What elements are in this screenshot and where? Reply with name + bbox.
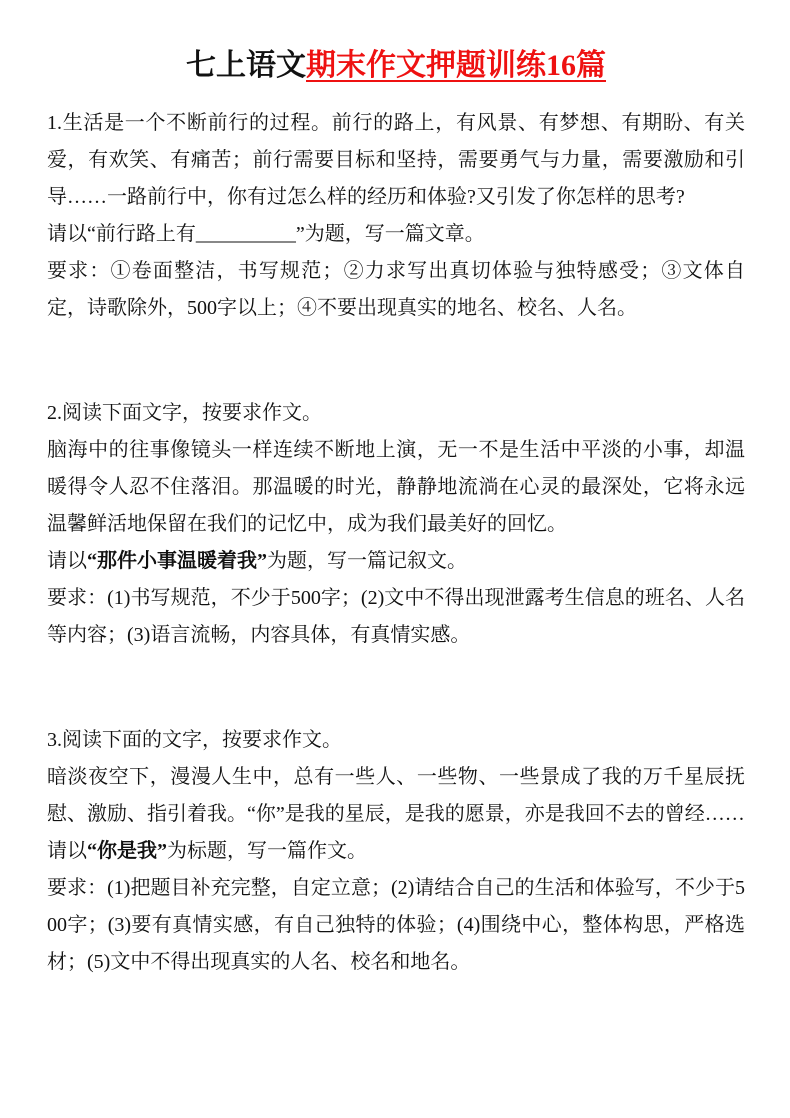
page-title	[47, 46, 745, 85]
title-prefix: 七上语文	[186, 49, 306, 82]
text-segment: 请以	[47, 840, 87, 862]
paragraph	[47, 395, 745, 432]
text-segment: 请以“前行路上有__________”为题，写一篇文章。	[47, 223, 485, 245]
text-segment: 要求：(1)把题目补充完整，自定立意；(2)请结合自己的生活和体验写，不少于500字；(3)要有真情实感，有自己独特的体验；(4)围绕中心，整体构思，严格选材；(5)文中不得出现真实的人名、校名和地名。	[47, 877, 745, 973]
text-segment: 3.阅读下面的文字，按要求作文。	[47, 729, 342, 751]
paragraph	[47, 253, 745, 327]
paragraph	[47, 833, 745, 870]
text-segment: 2.阅读下面文字，按要求作文。	[47, 402, 322, 424]
paragraph	[47, 870, 745, 981]
paragraph	[47, 216, 745, 253]
essay-title-bold: “那件小事温暖着我”	[87, 550, 267, 572]
text-segment: 脑海中的往事像镜头一样连续不断地上演，无一不是生活中平淡的小事，却温暖得令人忍不住落泪。那温暖的时光，静静地流淌在心灵的最深处，它将永远温馨鲜活地保留在我们的记忆中，成为我们最美好的回忆。	[47, 439, 745, 535]
text-segment: 暗淡夜空下，漫漫人生中，总有一些人、一些物、一些景成了我的万千星辰抚慰、激励、指引着我。“你”是我的星辰，是我的愿景，亦是我回不去的曾经……	[47, 766, 745, 825]
essay-title-bold: “你是我”	[87, 840, 167, 862]
prompt-1	[47, 105, 745, 327]
sections-container	[47, 105, 745, 981]
text-segment: 为标题，写一篇作文。	[167, 840, 367, 862]
paragraph	[47, 432, 745, 543]
paragraph	[47, 722, 745, 759]
title-highlight: 期末作文押题训练16篇	[306, 49, 606, 82]
paragraph	[47, 580, 745, 654]
paragraph	[47, 759, 745, 833]
text-segment: 为题，写一篇记叙文。	[267, 550, 467, 572]
text-segment: 要求：①卷面整洁，书写规范；②力求写出真切体验与独特感受；③文体自定，诗歌除外，500字以上；④不要出现真实的地名、校名、人名。	[47, 260, 745, 319]
text-segment: 1.生活是一个不断前行的过程。前行的路上，有风景、有梦想、有期盼、有关爱，有欢笑、有痛苦；前行需要目标和坚持，需要勇气与力量，需要激励和引导……一路前行中，你有过怎么样的经历和体验?又引发了你怎样的思考?	[47, 112, 745, 208]
prompt-2	[47, 395, 745, 654]
text-segment: 请以	[47, 550, 87, 572]
paragraph	[47, 105, 745, 216]
prompt-3	[47, 722, 745, 981]
text-segment: 要求：(1)书写规范，不少于500字；(2)文中不得出现泄露考生信息的班名、人名等内容；(3)语言流畅，内容具体，有真情实感。	[47, 587, 745, 646]
paragraph	[47, 543, 745, 580]
